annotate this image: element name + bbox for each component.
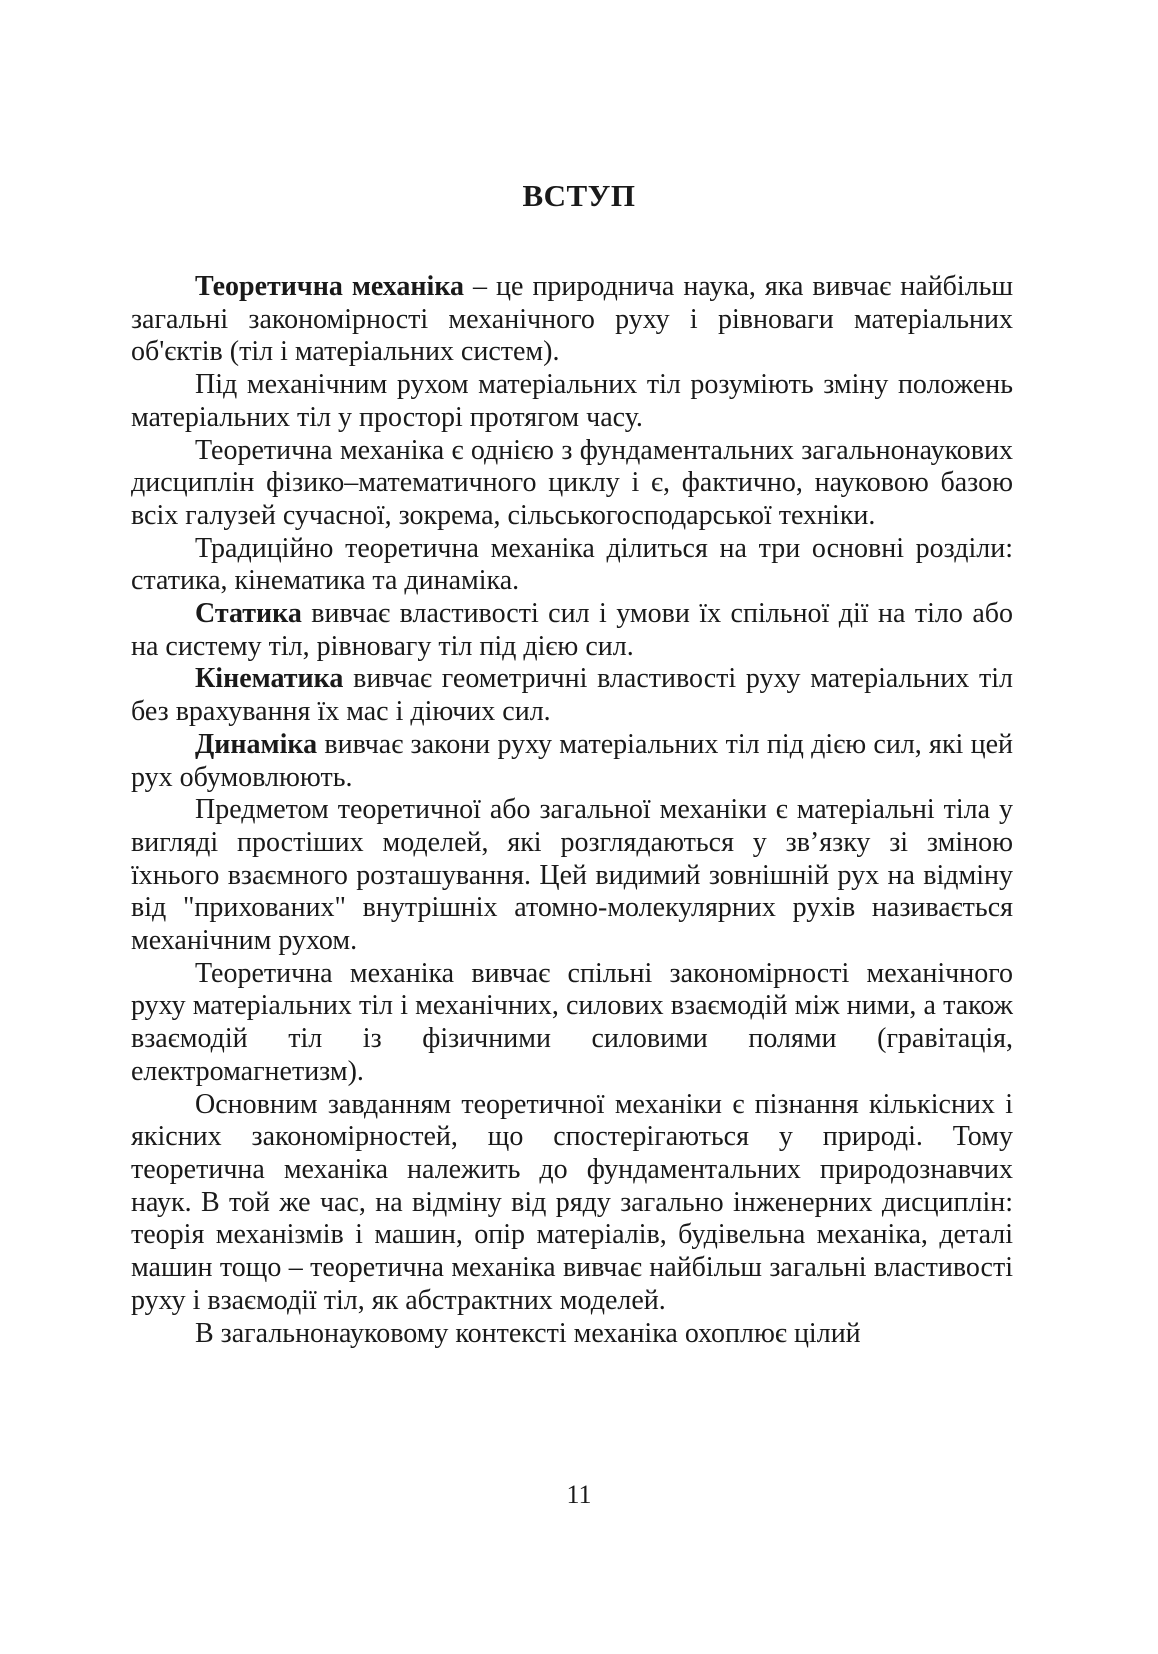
paragraph-5-term: Статика [195,598,302,630]
paragraph-7-text: вивчає закони руху матеріальних тіл під дією сил, які цей рух обумовлюють. [131,728,1013,793]
paragraph-7-term: Динаміка [195,728,318,760]
paragraph-9-text: Теоретична механіка вивчає спільні закономірності механічного руху матеріальних тіл і механічних, силових взаємодій між ними, а також взаємодій тіл із фізичними силовими полями (гравітація, електромагнетизм). [131,957,1013,1087]
paragraph-7 [131,729,1013,794]
paragraph-10-text: Основним завданням теоретичної механіки є пізнання кількісних і якісних закономірностей, що спостерігаються у природі. Тому теоретична механіка належить до фундаментальних природознавчих наук. В той же час, на відміну від ряду загально інженерних дисциплін: теорія механізмів і машин, опір матеріалів, будівельна механіка, деталі машин тощо – теоретична механіка вивчає найбільш загальні властивості руху і взаємодії тіл, як абстрактних моделей. [131,1088,1013,1316]
paragraph-2 [131,369,1013,434]
paragraph-1 [131,271,1013,369]
body-text [131,271,1013,1350]
paragraph-8 [131,794,1013,958]
paragraph-5 [131,598,1013,663]
paragraph-11 [131,1318,1013,1351]
paragraph-6 [131,663,1013,728]
paragraph-1-term: Теоретична механіка [195,271,465,302]
paragraph-10 [131,1089,1013,1318]
paragraph-4-text: Традиційно теоретична механіка ділиться на три основні розділи: статика, кінематика та динаміка. [131,532,1013,597]
page-title: ВСТУП [522,178,636,213]
paragraph-8-text: Предметом теоретичної або загальної механіки є матеріальні тіла у вигляді простіших моделей, які розглядаються у зв’язку зі зміною їхнього взаємного розташування. Цей видимий зовнішній рух на відміну від "прихованих" внутрішніх атомно-молекулярних рухів називається механічним рухом. [131,794,1013,957]
paragraph-11-text: В загальнонауковому контексті механіка охоплює цілий [195,1317,861,1349]
paragraph-3-text: Теоретична механіка є однією з фундаментальних загальнонаукових дисциплін фізико–математичного циклу і є, фактично, науковою базою всіх галузей сучасної, зокрема, сільськогосподарської техніки. [131,434,1013,531]
paragraph-3 [131,435,1013,533]
paragraph-6-term: Кінематика [195,663,344,695]
paragraph-1-text: – це природнича наука, яка вивчає найбільш загальні закономірності механічного руху і рівноваги матеріальних об'єктів (тіл і матеріальних систем). [131,271,1013,368]
paragraph-5-text: вивчає властивості сил і умови їх спільної дії на тіло або на систему тіл, рівновагу тіл під дією сил. [131,598,1013,662]
paragraph-6-text: вивчає геометричні властивості руху матеріальних тіл без врахування їх мас і діючих сил. [131,663,1013,728]
paragraph-4 [131,533,1013,598]
paragraph-9 [131,958,1013,1089]
page-number: 11 [566,1480,592,1509]
paragraph-2-text: Під механічним рухом матеріальних тіл розуміють зміну положень матеріальних тіл у просторі протягом часу. [131,369,1013,433]
